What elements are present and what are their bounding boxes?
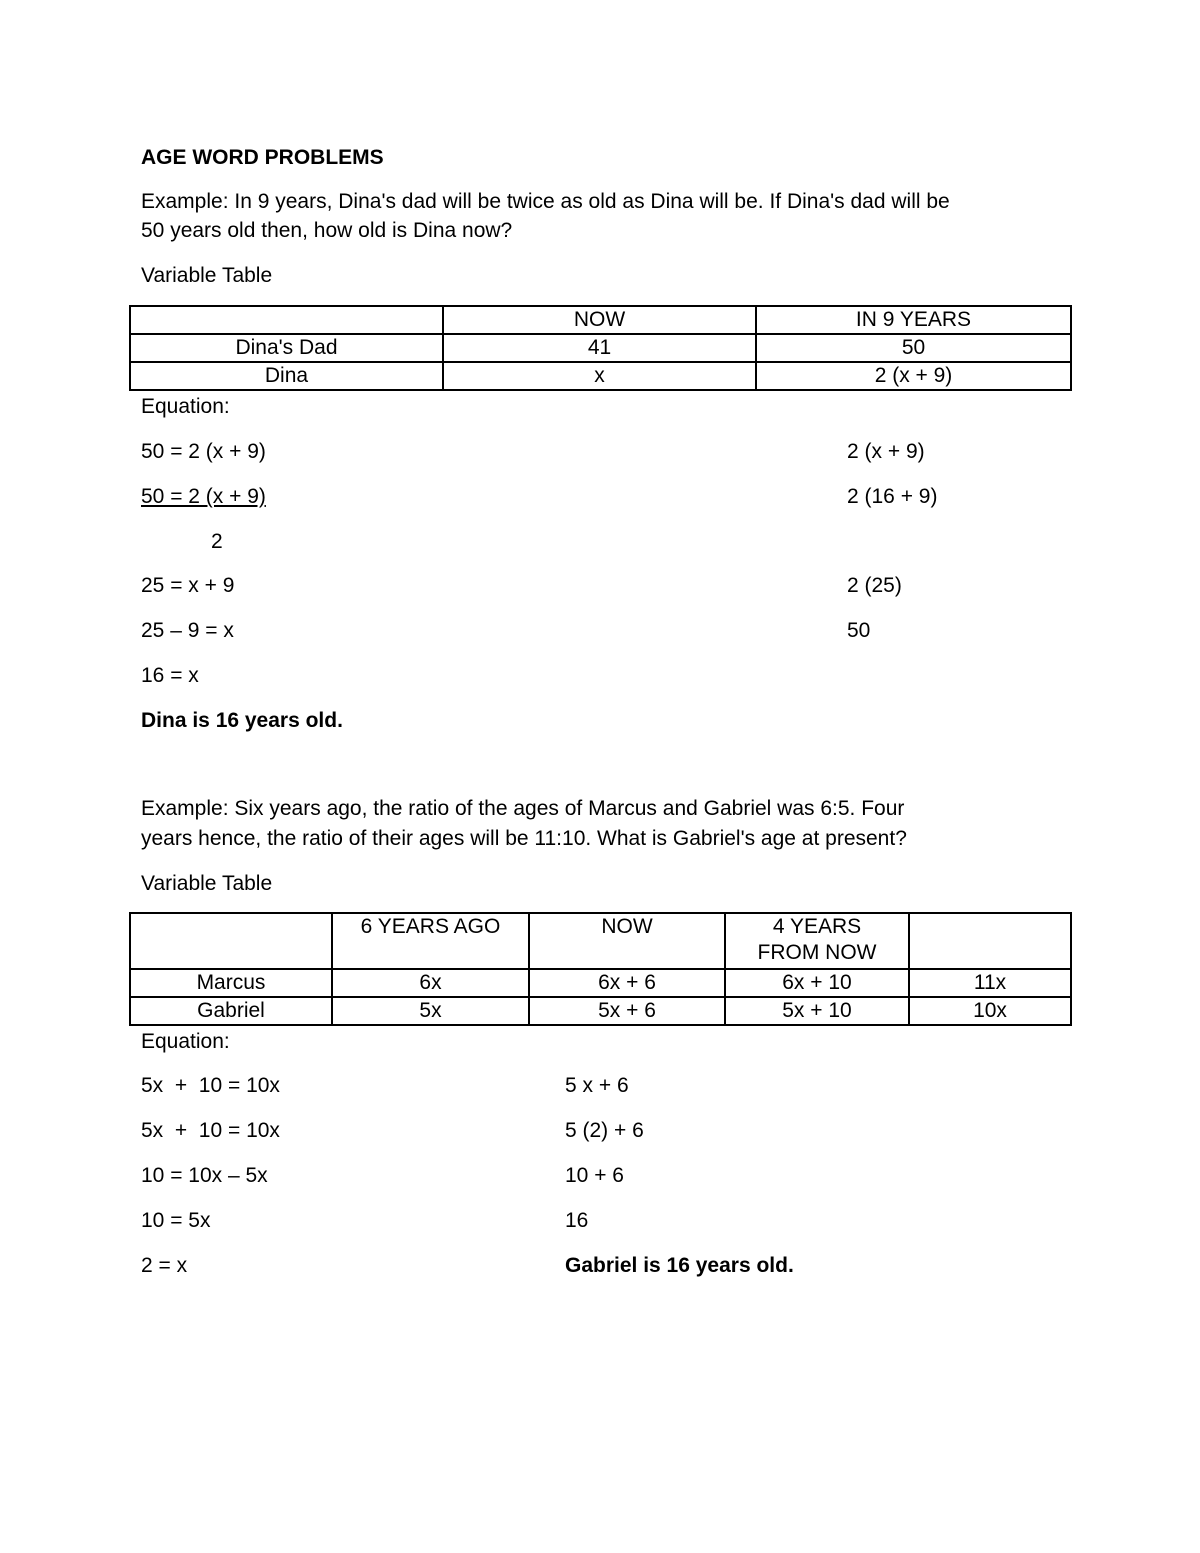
table-row (130, 362, 1071, 390)
example1-step-left: 2 (211, 530, 223, 553)
example1-step-left: 25 = x + 9 (141, 574, 235, 597)
table-cell: x (443, 362, 756, 390)
table-header-cell: NOW (443, 306, 756, 334)
example2-step-left: 5x + 10 = 10x (141, 1119, 280, 1142)
example1-step-right: 2 (x + 9) (847, 440, 925, 463)
example1-step-left: 50 = 2 (x + 9) (141, 485, 266, 508)
example1-step-left: 50 = 2 (x + 9) (141, 440, 266, 463)
table-cell: 2 (x + 9) (756, 362, 1071, 390)
table-cell: Marcus (130, 969, 332, 997)
example2-answer: Gabriel is 16 years old. (565, 1254, 794, 1277)
example1-step-right: 2 (25) (847, 574, 902, 597)
example2-step-left: 2 = x (141, 1254, 188, 1277)
table-header-cell (725, 913, 909, 969)
table-cell: 6x + 6 (529, 969, 725, 997)
table-cell: Gabriel (130, 997, 332, 1025)
example1-variable-table (129, 305, 1072, 391)
table-header-cell (130, 913, 332, 969)
example2-equation-label: Equation: (141, 1030, 230, 1053)
example2-table-label: Variable Table (141, 872, 273, 895)
example2-step-right: 5 x + 6 (565, 1074, 629, 1097)
example2-prompt-line1: Example: Six years ago, the ratio of the ages of Marcus and Gabriel was 6:5. Four (141, 797, 905, 820)
table-cell: 6x + 10 (725, 969, 909, 997)
table-header-row (130, 306, 1071, 334)
table-row (130, 334, 1071, 362)
page-title: AGE WORD PROBLEMS (141, 146, 384, 169)
example1-table-label: Variable Table (141, 264, 273, 287)
example1-answer: Dina is 16 years old. (141, 709, 343, 732)
table-cell: 41 (443, 334, 756, 362)
table-header-cell: NOW (529, 913, 725, 969)
table-cell: Dina's Dad (130, 334, 443, 362)
table-header-line: 4 YEARS (772, 915, 862, 938)
example1-equation-label: Equation: (141, 395, 230, 418)
table-cell: 5x + 6 (529, 997, 725, 1025)
table-row (130, 997, 1071, 1025)
table-row (130, 969, 1071, 997)
table-header-line: FROM NOW (757, 941, 877, 964)
example2-variable-table (129, 912, 1072, 1026)
table-header-cell (909, 913, 1071, 969)
example1-step-left: 16 = x (141, 664, 199, 687)
table-header-cell: 6 YEARS AGO (332, 913, 529, 969)
table-header-cell: IN 9 YEARS (756, 306, 1071, 334)
example2-step-right: 16 (565, 1209, 589, 1232)
example2-step-left: 10 = 10x – 5x (141, 1164, 268, 1187)
example1-prompt-line2: 50 years old then, how old is Dina now? (141, 219, 513, 242)
example1-step-right: 50 (847, 619, 871, 642)
example2-step-left: 5x + 10 = 10x (141, 1074, 280, 1097)
example1-step-right: 2 (16 + 9) (847, 485, 938, 508)
example2-step-right: 5 (2) + 6 (565, 1119, 644, 1142)
example1-step-left: 25 – 9 = x (141, 619, 234, 642)
example2-step-right: 10 + 6 (565, 1164, 624, 1187)
table-cell: 50 (756, 334, 1071, 362)
table-cell: 10x (909, 997, 1071, 1025)
table-header-row (130, 913, 1071, 969)
table-header-cell (130, 306, 443, 334)
example1-prompt-line1: Example: In 9 years, Dina's dad will be twice as old as Dina will be. If Dina's dad will be (141, 190, 950, 213)
example2-prompt-line2: years hence, the ratio of their ages will be 11:10. What is Gabriel's age at present? (141, 827, 907, 850)
table-cell: Dina (130, 362, 443, 390)
table-cell: 6x (332, 969, 529, 997)
table-cell: 5x (332, 997, 529, 1025)
table-cell: 5x + 10 (725, 997, 909, 1025)
table-cell: 11x (909, 969, 1071, 997)
example2-step-left: 10 = 5x (141, 1209, 211, 1232)
